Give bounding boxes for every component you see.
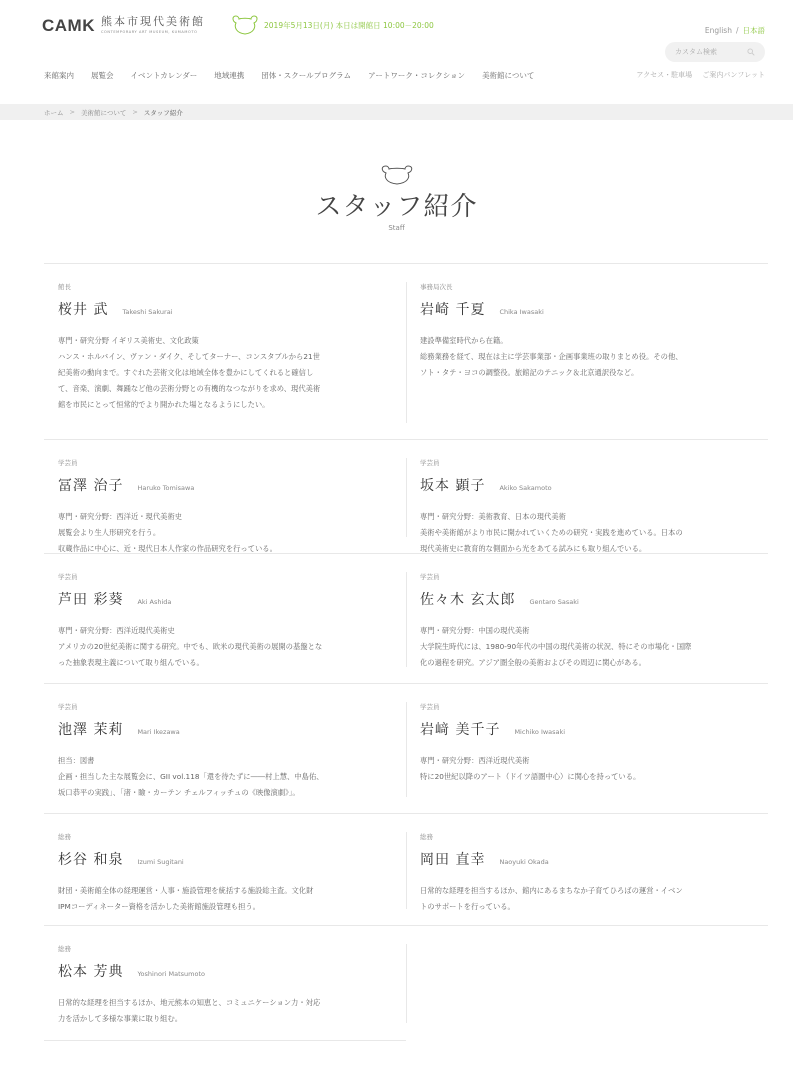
main-nav	[44, 70, 551, 81]
breadcrumb	[0, 104, 793, 120]
staff-name-line	[58, 299, 392, 319]
staff-role: 学芸員	[420, 703, 440, 711]
staff-row	[44, 683, 768, 813]
staff-role: 館長	[58, 283, 71, 291]
language-switch	[705, 25, 765, 36]
staff-role: 総務	[58, 833, 71, 841]
nav-collection[interactable]: アートワーク・コレクション	[368, 71, 466, 80]
staff-name-line	[420, 299, 754, 319]
staff-name-line	[58, 475, 392, 495]
staff-row	[44, 813, 768, 925]
staff-description: 建設準備室時代から在籍。 総務業務を経て、現在は主に学芸事業部・企画事業班の取りまとめ役。その他、 ソト・タテ・ヨコの調整役。旅館記のテニック＆北京通訳役など。	[420, 336, 683, 377]
staff-description: 専門・研究分野：美術教育、日本の現代美術 美術や美術館がより市民に開かれていくための研究・実践を進めている。日本の 現代美術史に教育的な側面から光をあてる試みにも取り組んでいる。	[420, 512, 683, 553]
logo-en: CONTEMPORARY ART MUSEUM, KUMAMOTO	[101, 30, 198, 34]
staff-name: 坂本 顕子	[420, 478, 486, 494]
notice-text: 2019年5月13日(月) 本日は開館日 10:00－20:00	[264, 20, 434, 30]
staff-row	[44, 553, 768, 683]
divider	[44, 1040, 406, 1041]
nav-exhibitions[interactable]: 展覧会	[91, 71, 114, 80]
logo-jp: 熊本市現代美術館	[101, 15, 205, 28]
nav-visit[interactable]: 来館案内	[44, 71, 74, 80]
staff-name-en: Yoshinori Matsumoto	[137, 970, 205, 978]
lang-separator: /	[735, 26, 739, 35]
staff-card-empty	[406, 926, 768, 1039]
staff-description: 専門・研究分野：中国の現代美術 大学院生時代には、1980-90年代の中国の現代美術の状況、特にその市場化・国際 化の過程を研究。アジア圏全般の美術およびその周辺に関心がある。	[420, 626, 692, 667]
logo-text	[101, 16, 205, 34]
staff-name-en: Gentaro Sasaki	[529, 598, 579, 606]
staff-description: 財団・美術館全体の経理運営・人事・施設管理を統括する施設総主査。文化財 IPMコーディネーター資格を活かした美術館施設管理も担う。	[58, 886, 314, 911]
subnav-pamphlet[interactable]: ご案内パンフレット	[702, 71, 765, 79]
staff-name-en: Akiko Sakamoto	[499, 484, 552, 492]
staff-role: 学芸員	[58, 703, 78, 711]
staff-name-line	[58, 719, 392, 739]
staff-name-en: Naoyuki Okada	[499, 858, 549, 866]
staff-role: 総務	[420, 833, 433, 841]
search-placeholder: カスタム検索	[675, 48, 717, 56]
breadcrumb-arrow: >	[69, 108, 75, 116]
staff-description: 専門・研究分野：西洋近現代美術史 アメリカの20世紀美術に関する研究。中でも、欧米の現代美術の展開の基盤とな った抽象表現主義について取り組んでいる。	[58, 626, 323, 667]
staff-row	[44, 439, 768, 553]
staff-card	[406, 440, 768, 553]
page-title: スタッフ紹介	[315, 192, 478, 222]
staff-description: 専門・研究分野 イギリス美術史、文化政策 ハンス・ホルバイン、ヴァン・ダイク、そしてターナー、コンスタブルから21世 紀美術の動向まで。すぐれた芸術文化は地域全体を豊かにしてくれると確信し て、音楽、演劇、舞踊など他の芸術分野との有機的なつながりを求め、現代美術 館を市民にとって恒常的でより開かれた場となるようにしたい。	[58, 336, 321, 409]
staff-name: 佐々木 玄太郎	[420, 592, 516, 608]
staff-card	[44, 684, 406, 813]
staff-role: 事務局次長	[420, 283, 453, 291]
staff-name: 松本 芳典	[58, 964, 124, 980]
staff-name-line	[58, 961, 392, 981]
bear-icon	[230, 14, 260, 36]
search-icon[interactable]	[747, 48, 755, 56]
staff-card	[44, 814, 406, 925]
staff-name: 岡田 直幸	[420, 852, 486, 868]
staff-name: 芦田 彩葵	[58, 592, 124, 608]
sub-nav	[628, 70, 765, 80]
staff-card	[44, 926, 406, 1039]
lang-english[interactable]: English	[704, 26, 732, 35]
staff-description: 担当：図書 企画・担当した主な展覧会に、GII vol.118「還を待たずに――村上慧、中島佑、 坂口恭平の実践」、「渚・瞼・カーテン チェルフィッチュの《映像演劇》」。	[58, 756, 324, 797]
nav-school-program[interactable]: 団体・スクールプログラム	[261, 71, 352, 80]
subnav-access[interactable]: アクセス・駐車場	[636, 71, 693, 79]
staff-name-en: Haruko Tomisawa	[137, 484, 195, 492]
lang-japanese[interactable]: 日本語	[742, 26, 765, 35]
staff-card	[44, 440, 406, 553]
staff-role: 学芸員	[58, 459, 78, 467]
staff-description: 専門・研究分野：西洋近・現代美術史 展覧会より生人形研究を行う。 収蔵作品に中心に、近・現代日本人作家の作品研究を行っている。	[58, 512, 277, 553]
staff-role: 学芸員	[420, 459, 440, 467]
staff-name: 池澤 茉莉	[58, 722, 124, 738]
staff-name: 桜井 武	[58, 302, 109, 318]
site-header	[0, 0, 793, 104]
staff-name-en: Izumi Sugitani	[137, 858, 184, 866]
staff-name-en: Takeshi Sakurai	[122, 308, 173, 316]
staff-card	[406, 814, 768, 925]
staff-card	[44, 264, 406, 439]
staff-description: 日常的な経理を担当するほか、館内にあるまちなか子育てひろばの運営・イベン トのサポートを行っている。	[420, 886, 683, 911]
breadcrumb-arrow: >	[132, 108, 138, 116]
breadcrumb-home[interactable]: ホーム	[44, 108, 64, 117]
logo-mark: CAMK	[42, 16, 95, 35]
staff-name-line	[58, 849, 392, 869]
staff-card	[406, 554, 768, 683]
site-logo[interactable]	[42, 16, 205, 36]
staff-card	[406, 264, 768, 439]
breadcrumb-current: スタッフ紹介	[143, 108, 183, 117]
staff-role: 学芸員	[58, 573, 78, 581]
nav-event-calendar[interactable]: イベントカレンダー	[130, 71, 198, 80]
staff-name-line	[420, 719, 754, 739]
nav-community[interactable]: 地域連携	[214, 71, 245, 80]
staff-description: 日常的な経理を担当するほか、地元熊本の知恵と、コミュニケーション力・対応 力を活かして多様な事業に取り組む。	[58, 998, 321, 1023]
staff-name: 岩崎 千夏	[420, 302, 486, 318]
staff-name-line	[420, 475, 754, 495]
staff-name-en: Aki Ashida	[137, 598, 172, 606]
staff-name: 杉谷 和泉	[58, 852, 124, 868]
staff-card	[44, 554, 406, 683]
staff-row	[44, 925, 768, 1039]
staff-name-en: Michiko Iwasaki	[514, 728, 566, 736]
staff-name-line	[420, 849, 754, 869]
staff-row	[44, 263, 768, 439]
staff-role: 総務	[58, 945, 71, 953]
staff-name-line	[420, 589, 754, 609]
bear-icon	[377, 164, 417, 186]
staff-description: 専門・研究分野：西洋近現代美術 特に20世紀以降のアート（ドイツ語圏中心）に関心を持っている。	[420, 756, 641, 781]
staff-name: 冨澤 治子	[58, 478, 124, 494]
search-input[interactable]	[665, 42, 765, 62]
nav-about[interactable]: 美術館について	[482, 71, 535, 80]
staff-name-line	[58, 589, 392, 609]
staff-name-en: Mari Ikezawa	[137, 728, 180, 736]
breadcrumb-about[interactable]: 美術館について	[80, 108, 127, 117]
staff-card	[406, 684, 768, 813]
page-header	[0, 164, 793, 232]
page-subtitle: Staff	[388, 224, 405, 232]
staff-name-en: Chika Iwasaki	[499, 308, 544, 316]
staff-role: 学芸員	[420, 573, 440, 581]
staff-list	[44, 263, 768, 1039]
staff-name: 岩﨑 美千子	[420, 722, 501, 738]
opening-notice	[230, 14, 434, 36]
